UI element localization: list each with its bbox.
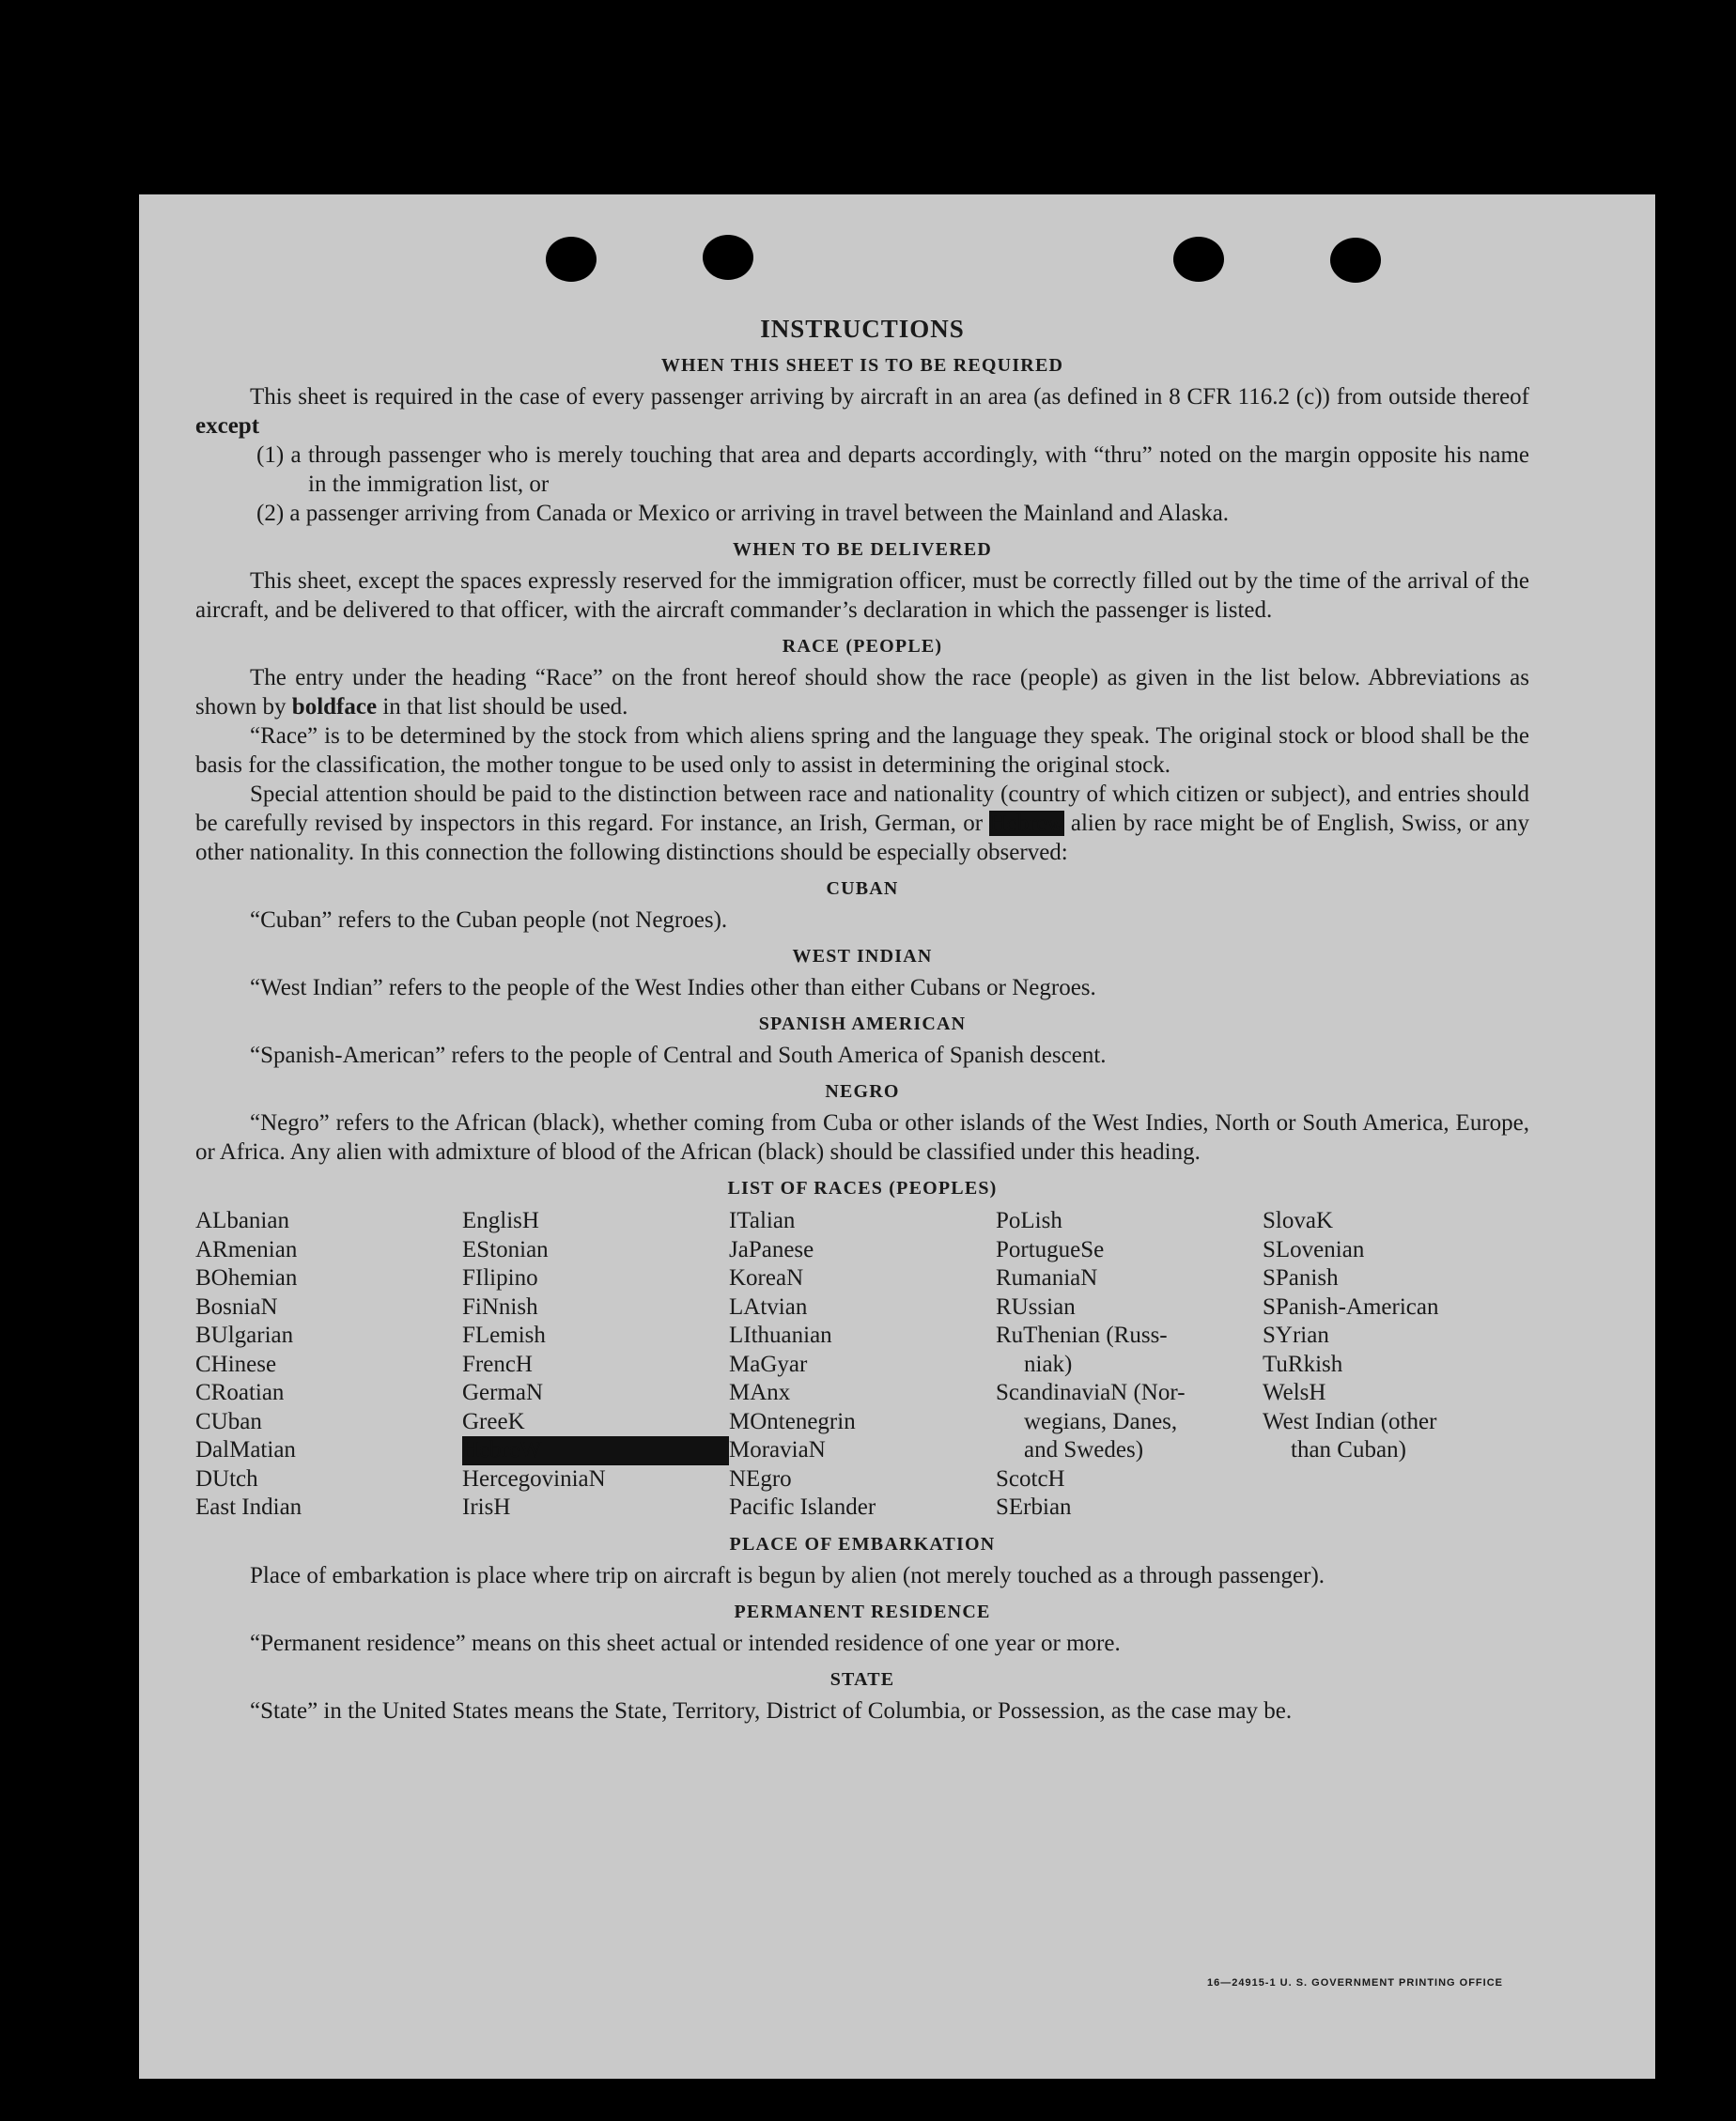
- paragraph-embarkation: Place of embarkation is place where trip on aircraft is begun by alien (not merely touched as a through passenger).: [250, 1562, 1325, 1588]
- printing-office-note: 16—24915-1 U. S. GOVERNMENT PRINTING OFFICE: [1206, 1977, 1503, 1989]
- race-entry: CHinese: [195, 1351, 277, 1377]
- race-entry: RuThenian (Russ-: [996, 1323, 1168, 1348]
- heading-cuban: CUBAN: [826, 878, 899, 899]
- paragraph-race-1: [195, 663, 1529, 721]
- race-entry: SLovenian: [1263, 1236, 1365, 1262]
- race-entry: Pacific Islander: [729, 1494, 876, 1520]
- race-entry: HebreW: [462, 1436, 729, 1465]
- race-column-4: [996, 1207, 1263, 1523]
- heading-when-required: WHEN THIS SHEET IS TO BE REQUIRED: [660, 355, 1064, 376]
- page-title: INSTRUCTIONS: [760, 315, 965, 343]
- document-sheet: [139, 194, 1655, 2079]
- race-column-3: [729, 1207, 996, 1523]
- race-entry: SlovaK: [1263, 1208, 1333, 1233]
- race-entry: GreeK: [462, 1408, 525, 1434]
- race-entry: SPanish: [1263, 1265, 1339, 1291]
- race-entry: MAnx: [729, 1380, 791, 1405]
- redacted-word: Hebrew: [989, 811, 1064, 836]
- race-column-5: [1263, 1207, 1529, 1523]
- race-entry: ITalian: [729, 1208, 796, 1233]
- punch-hole: [1173, 237, 1224, 282]
- race-entry: DalMatian: [195, 1437, 296, 1463]
- paragraph-negro: “Negro” refers to the African (black), whether coming from Cuba or other islands of the West Indies, North or South America, Europe, or Africa. Any alien with admixture of blood of the African (black) should be classified under this heading.: [195, 1110, 1529, 1165]
- heading-list-of-races: LIST OF RACES (PEOPLES): [727, 1178, 998, 1199]
- heading-embarkation: PLACE OF EMBARKATION: [729, 1533, 996, 1555]
- paragraph-spanish-american: “Spanish-American” refers to the people of Central and South America of Spanish descent.: [250, 1043, 1107, 1068]
- race-entry: CRoatian: [195, 1380, 285, 1405]
- heading-negro: NEGRO: [825, 1081, 900, 1102]
- race-entry: ARmenian: [195, 1236, 298, 1262]
- paragraph-race-2: “Race” is to be determined by the stock from which aliens spring and the language they speak. The original stock or blood shall be the basis for the classification, the mother tongue to be used only to assist in determining the original stock.: [195, 723, 1529, 778]
- race-column-2: [462, 1207, 729, 1523]
- race-entry: CUban: [195, 1408, 262, 1434]
- paragraph-race-3: [195, 780, 1529, 867]
- race-entry: EnglisH: [462, 1208, 539, 1233]
- race-entry: LIthuanian: [729, 1323, 832, 1348]
- paragraph-when-required: [195, 382, 1529, 441]
- race-entry: LAtvian: [729, 1293, 808, 1320]
- race-entry: wegians, Danes,: [1024, 1408, 1178, 1434]
- race-entry: FrencH: [462, 1351, 533, 1377]
- text-span: in that list should be used.: [377, 694, 628, 720]
- race-entry: East Indian: [195, 1494, 302, 1520]
- instructions-content: [195, 315, 1529, 1726]
- race-entry: KoreaN: [729, 1265, 804, 1291]
- race-entry: DUtch: [195, 1465, 258, 1492]
- race-entry: JaPanese: [729, 1236, 814, 1262]
- race-entry: ScotcH: [996, 1465, 1065, 1492]
- race-entry: BOhemian: [195, 1265, 298, 1291]
- race-entry: GermaN: [462, 1380, 544, 1405]
- race-entry: SErbian: [996, 1494, 1072, 1520]
- text-span: This sheet is required in the case of every passenger arriving by aircraft in an area (as defined in 8 CFR 116.2 (c)) from outside thereof: [250, 384, 1529, 410]
- race-entry: FiNnish: [462, 1293, 538, 1320]
- race-entry: SPanish-American: [1263, 1293, 1439, 1320]
- race-entry: MaGyar: [729, 1351, 808, 1377]
- race-entry: HercegoviniaN: [462, 1465, 606, 1492]
- race-entry: IrisH: [462, 1494, 511, 1520]
- race-column-1: [195, 1207, 462, 1523]
- race-entry: niak): [1024, 1351, 1073, 1377]
- heading-west-indian: WEST INDIAN: [792, 946, 933, 967]
- bold-text: except: [195, 413, 260, 439]
- race-entry: PoLish: [996, 1208, 1062, 1233]
- race-entry: EStonian: [462, 1236, 549, 1262]
- race-entry: West Indian (other: [1263, 1408, 1437, 1434]
- race-entry: than Cuban): [1291, 1437, 1406, 1463]
- heading-state: STATE: [829, 1668, 895, 1690]
- race-entry: FLemish: [462, 1323, 546, 1348]
- bold-text: boldface: [291, 694, 378, 720]
- paragraph-cuban: “Cuban” refers to the Cuban people (not Negroes).: [250, 907, 728, 933]
- race-entry: RUssian: [996, 1293, 1076, 1320]
- paragraph-permanent-residence: “Permanent residence” means on this sheet actual or intended residence of one year or more.: [250, 1630, 1121, 1656]
- paragraph-when-delivered: This sheet, except the spaces expressly reserved for the immigration officer, must be correctly filled out by the time of the arrival of the aircraft, and be delivered to that officer, with the aircraft commander’s declaration in which the passenger is listed.: [195, 568, 1529, 623]
- heading-spanish-american: SPANISH AMERICAN: [758, 1014, 967, 1034]
- race-entry: PortugueSe: [996, 1236, 1105, 1262]
- race-entry: MoraviaN: [729, 1437, 826, 1463]
- text-span: Special attention should be paid to the distinction between race and nationality (country of which citizen or subject), and entries should be carefully revised by inspectors in this regard. For instance, an Irish, German, or: [195, 782, 1529, 836]
- paragraph-state: “State” in the United States means the State, Territory, District of Columbia, or Possession, as the case may be.: [250, 1697, 1293, 1724]
- text-span: alien by race might be of English, Swiss, or any other nationality. In this connection the following distinctions should be especially observed:: [195, 811, 1529, 865]
- race-entry: ScandinaviaN (Nor-: [996, 1380, 1186, 1405]
- race-entry: and Swedes): [1024, 1437, 1144, 1463]
- race-entry: RumaniaN: [996, 1265, 1098, 1291]
- text-span: The entry under the heading “Race” on the front hereof should show the race (people) as given in the list below. Abbreviations as shown by: [195, 665, 1529, 720]
- punch-hole: [546, 237, 597, 282]
- punch-hole: [703, 235, 753, 280]
- punch-hole: [1330, 238, 1381, 283]
- race-entry: BosniaN: [195, 1293, 278, 1320]
- exception-item-1: (1) a through passenger who is merely touching that area and departs accordingly, with “thru” noted on the margin opposite his name in the immigration list, or: [256, 442, 1529, 497]
- heading-race: RACE (PEOPLE): [782, 636, 943, 657]
- paragraph-west-indian: “West Indian” refers to the people of the West Indies other than either Cubans or Negroes.: [250, 975, 1096, 1000]
- heading-permanent-residence: PERMANENT RESIDENCE: [734, 1601, 991, 1622]
- exception-item-2: (2) a passenger arriving from Canada or Mexico or arriving in travel between the Mainland and Alaska.: [256, 501, 1230, 526]
- race-entry: NEgro: [729, 1465, 792, 1492]
- race-entry: FIlipino: [462, 1265, 538, 1291]
- race-entry: TuRkish: [1263, 1351, 1343, 1377]
- race-entry: SYrian: [1263, 1323, 1329, 1348]
- race-entry: WelsH: [1263, 1380, 1326, 1405]
- race-entry: MOntenegrin: [729, 1408, 856, 1434]
- race-entry: ALbanian: [195, 1208, 289, 1233]
- heading-when-delivered: WHEN TO BE DELIVERED: [732, 539, 993, 560]
- race-entry: BUlgarian: [195, 1323, 294, 1348]
- race-list: [195, 1207, 1529, 1523]
